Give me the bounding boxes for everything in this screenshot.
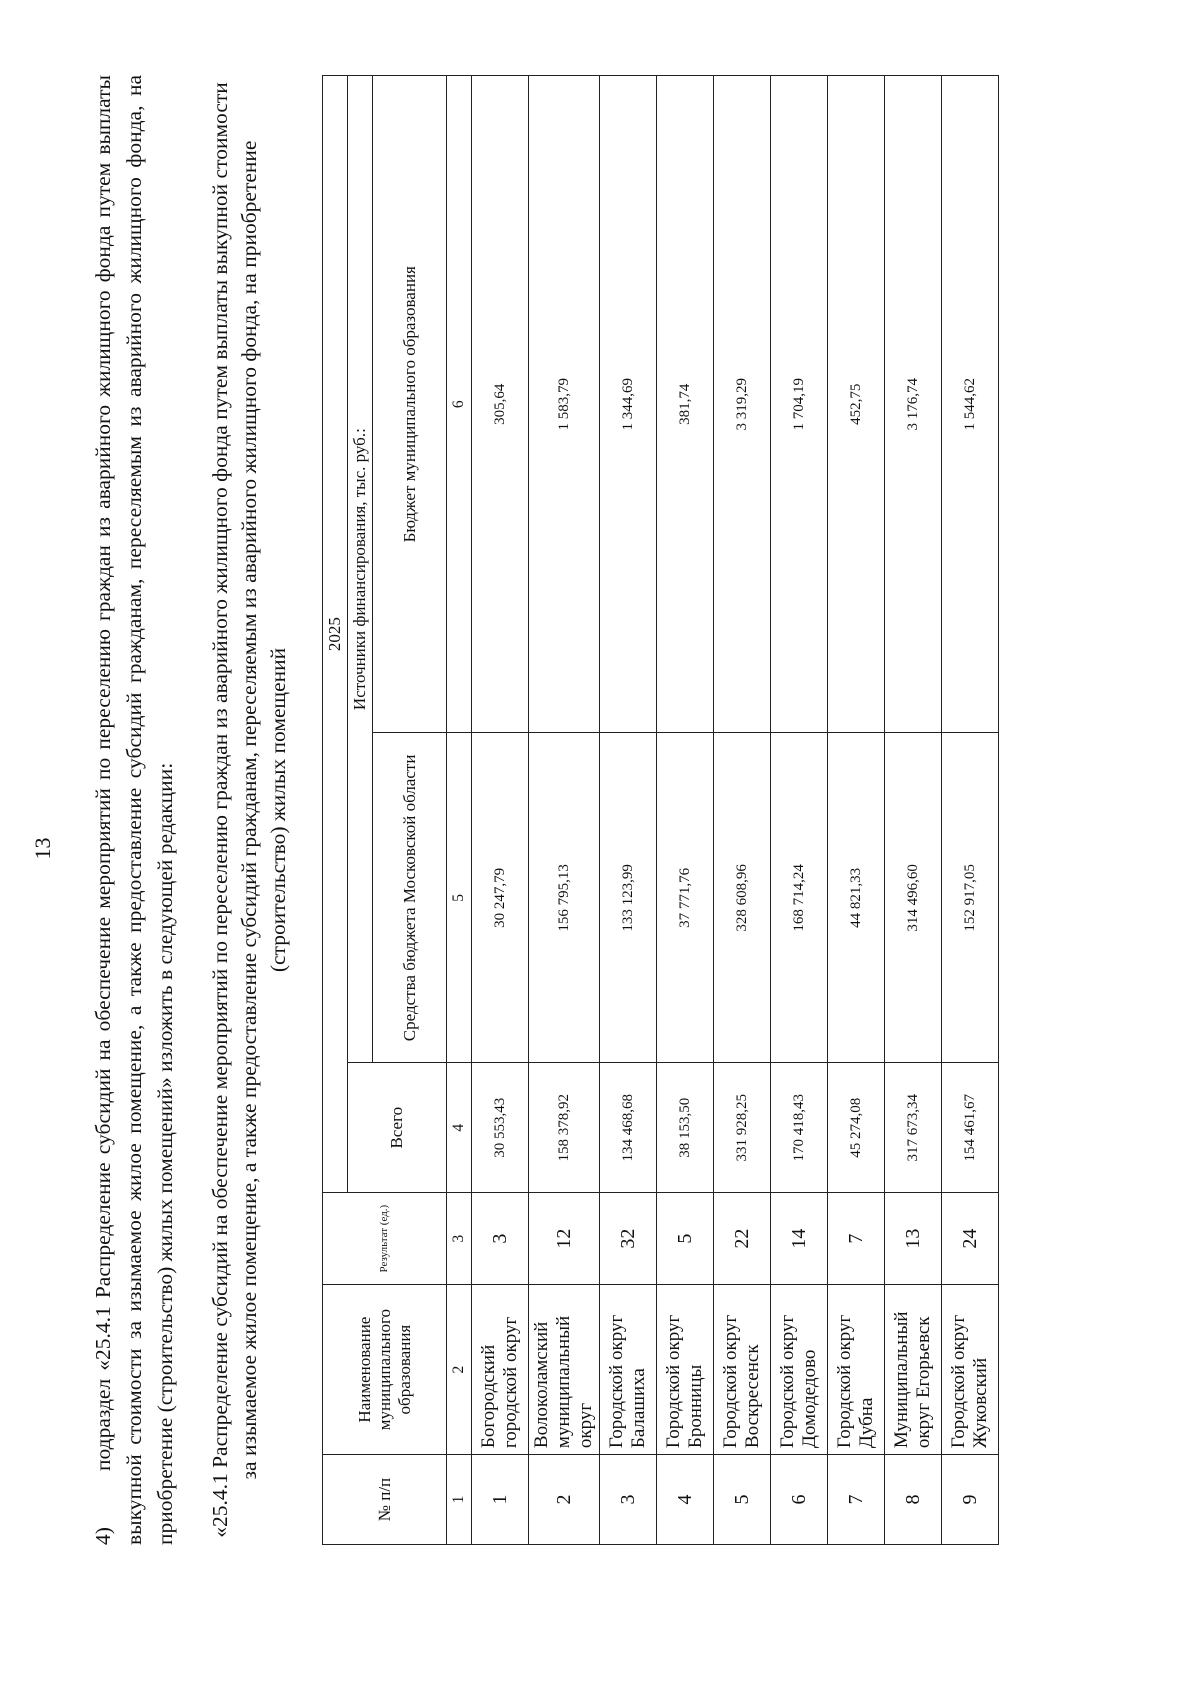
- row-num: 4: [657, 1455, 714, 1545]
- table-row: [885, 76, 942, 1545]
- table-row: [657, 76, 714, 1545]
- page-number: 13: [30, 837, 55, 860]
- section-heading: «25.4.1 Распределение субсидий на обеспечение мероприятий по переселению граждан из аварийного жилищного фонда путем выплаты выкупной стоимости за изымаемое жилое помещение, а также предоставление субсидий гражданам, переселяемым из аварийного жилищного фонда, на приобретение (строительство) жилых помещений: [208, 82, 290, 1538]
- column-number: 5: [447, 733, 472, 1063]
- row-regional: 314 496,60: [885, 733, 942, 1063]
- row-name: Городской округ Домодедово: [771, 1285, 828, 1455]
- row-total: 331 928,25: [714, 1063, 771, 1193]
- row-municipal: 1 704,19: [771, 76, 828, 734]
- column-number: 1: [447, 1455, 472, 1545]
- row-total: 30 553,43: [472, 1063, 529, 1193]
- column-number: 2: [447, 1285, 472, 1455]
- row-num: 2: [529, 1455, 600, 1545]
- header-municipal: Бюджет муниципального образования: [373, 76, 447, 734]
- table-row: [600, 76, 657, 1545]
- header-name: Наименование муниципального образования: [323, 1285, 447, 1455]
- row-total: 38 153,50: [657, 1063, 714, 1193]
- subsidy-distribution-table: [322, 75, 999, 1545]
- row-regional: 156 795,13: [529, 733, 600, 1063]
- table-row: [529, 76, 600, 1545]
- table-row: [714, 76, 771, 1545]
- column-number: 6: [447, 76, 472, 734]
- row-num: 1: [472, 1455, 529, 1545]
- row-municipal: 3 176,74: [885, 76, 942, 734]
- row-total: 45 274,08: [828, 1063, 885, 1193]
- row-name: Городской округ Бронницы: [657, 1285, 714, 1455]
- row-result: 13: [885, 1193, 942, 1285]
- row-regional: 152 917,05: [942, 733, 999, 1063]
- column-numbers-row: [447, 76, 472, 1545]
- row-total: 134 468,68: [600, 1063, 657, 1193]
- row-total: 158 378,92: [529, 1063, 600, 1193]
- row-municipal: 305,64: [472, 76, 529, 734]
- header-regional: Средства бюджета Московской области: [373, 733, 447, 1063]
- intro-item-number: 4): [91, 1527, 115, 1545]
- row-regional: 44 821,33: [828, 733, 885, 1063]
- row-result: 22: [714, 1193, 771, 1285]
- row-regional: 133 123,99: [600, 733, 657, 1063]
- row-total: 154 461,67: [942, 1063, 999, 1193]
- header-sources: Источники финансирования, тыс. руб.:: [348, 76, 373, 1063]
- row-municipal: 1 544,62: [942, 76, 999, 734]
- intro-text: подраздел «25.4.1 Распределение субсидий на обеспечение мероприятий по переселению граждан из аварийного жилищного фонда путем выплаты выкупной стоимости за изымаемое жилое помещение, а также предоставление субсидий гражданам, переселяемым из аварийного жилищного фонда, на приобретение (строительство) жилых помещений» изложить в следующей редакции:: [91, 75, 177, 1545]
- row-municipal: 1 583,79: [529, 76, 600, 734]
- row-result: 32: [600, 1193, 657, 1285]
- row-result: 14: [771, 1193, 828, 1285]
- table-row: [828, 76, 885, 1545]
- row-total: 170 418,43: [771, 1063, 828, 1193]
- row-result: 7: [828, 1193, 885, 1285]
- table-row: [472, 76, 529, 1545]
- row-municipal: 3 319,29: [714, 76, 771, 734]
- row-name: Богородский городской округ: [472, 1285, 529, 1455]
- row-num: 8: [885, 1455, 942, 1545]
- row-regional: 37 771,76: [657, 733, 714, 1063]
- row-municipal: 452,75: [828, 76, 885, 734]
- row-result: 5: [657, 1193, 714, 1285]
- row-name: Городской округ Воскресенск: [714, 1285, 771, 1455]
- row-num: 3: [600, 1455, 657, 1545]
- row-municipal: 1 344,69: [600, 76, 657, 734]
- row-num: 9: [942, 1455, 999, 1545]
- row-result: 3: [472, 1193, 529, 1285]
- row-regional: 328 608,96: [714, 733, 771, 1063]
- header-num: № п/п: [323, 1455, 447, 1545]
- row-municipal: 381,74: [657, 76, 714, 734]
- row-name: Городской округ Дубна: [828, 1285, 885, 1455]
- row-num: 5: [714, 1455, 771, 1545]
- intro-paragraph: [88, 75, 181, 1545]
- row-name: Городской округ Балашиха: [600, 1285, 657, 1455]
- row-num: 6: [771, 1455, 828, 1545]
- table-header-row-1: [323, 76, 348, 1545]
- column-number: 4: [447, 1063, 472, 1193]
- row-total: 317 673,34: [885, 1063, 942, 1193]
- table-row: [771, 76, 828, 1545]
- header-result: Результат (ед.): [323, 1193, 447, 1285]
- table-row: [942, 76, 999, 1545]
- header-year: 2025: [323, 76, 348, 1193]
- row-name: Волоколамский муниципальный округ: [529, 1285, 600, 1455]
- column-number: 3: [447, 1193, 472, 1285]
- row-regional: 30 247,79: [472, 733, 529, 1063]
- row-name: Городской округ Жуковский: [942, 1285, 999, 1455]
- row-regional: 168 714,24: [771, 733, 828, 1063]
- row-result: 12: [529, 1193, 600, 1285]
- row-num: 7: [828, 1455, 885, 1545]
- header-total: Всего: [348, 1063, 447, 1193]
- row-result: 24: [942, 1193, 999, 1285]
- row-name: Муниципальный округ Егорьевск: [885, 1285, 942, 1455]
